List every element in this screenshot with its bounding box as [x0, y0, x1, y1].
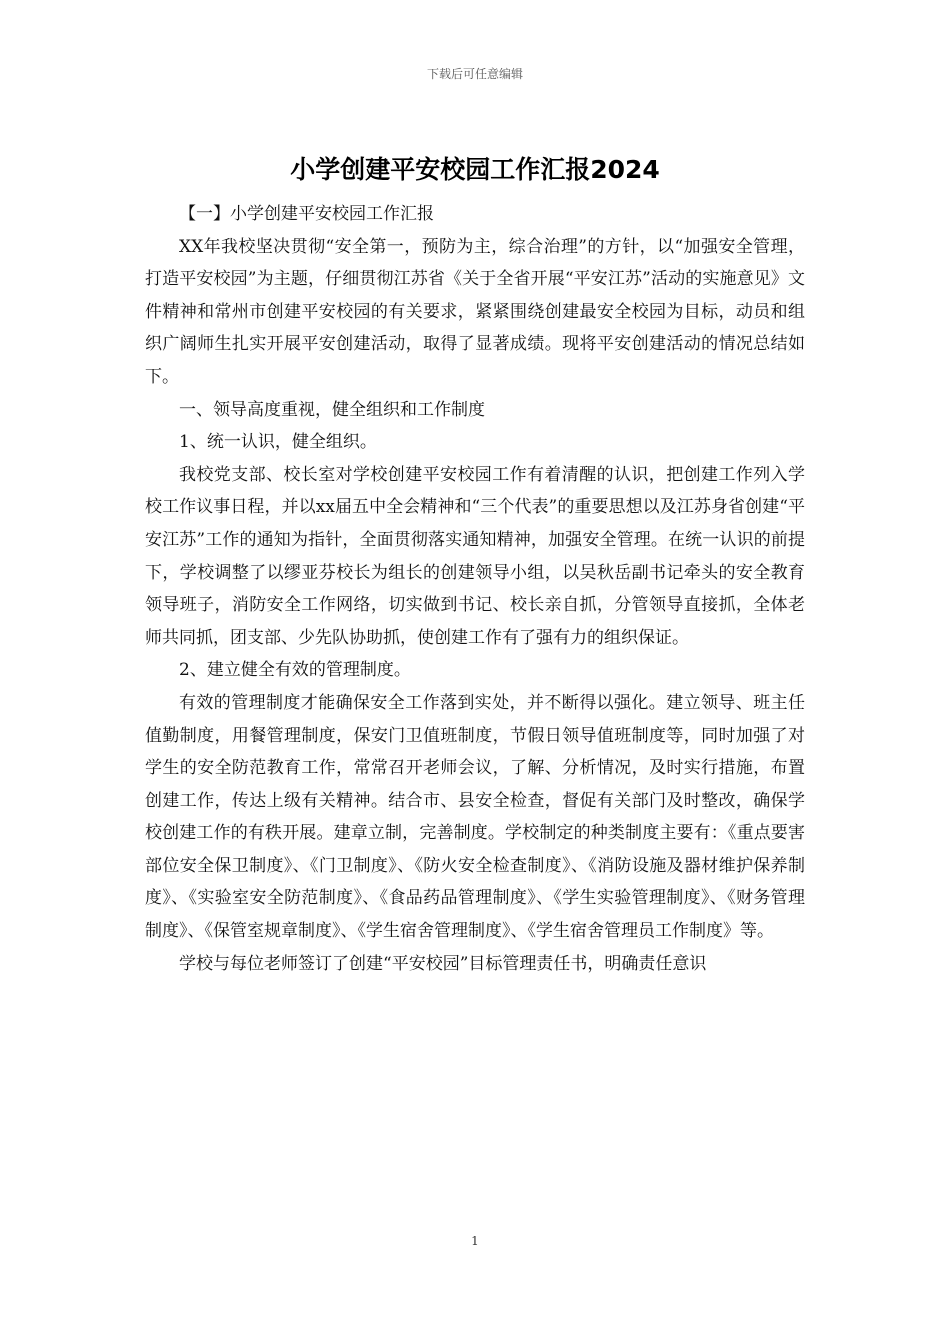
section-heading-leadership: 一、领导高度重视，健全组织和工作制度 — [179, 399, 485, 420]
paragraph-management-system: 有效的管理制度才能确保安全工作落到实处，并不断得以强化。建立领导、班主任值勤制度，用餐管理制度，保安门卫值班制度，节假日领导值班制度等，同时加强了对学生的安全防范教育工作，常常召开老师会议，了解、分析情况，及时实行措施，布置创建工作，传达上级有关精神。结合市、县安全检查，督促有关部门及时整改，确保学校创建工作的有秩开展。建章立制，完善制度。学校制定的种类制度主要有：《重点要害部位安全保卫制度》、《门卫制度》、《防火安全检查制度》、《消防设施及器材维护保养制度》、《实验室安全防范制度》、《食品药品管理制度》、《学生实验管理制度》、《财务管理制度》、《保管室规章制度》、《学生宿舍管理制度》、《学生宿舍管理员工作制度》等。 — [145, 692, 805, 942]
subheading-unify: 1、统一认识，健全组织。 — [179, 432, 377, 453]
document-title: 小学创建平安校园工作汇报2024 — [290, 155, 660, 184]
section-heading-one: 【一】小学创建平安校园工作汇报 — [179, 204, 434, 224]
paragraph-responsibility: 学校与每位老师签订了创建“平安校园”目标管理责任书，明确责任意识 — [179, 953, 707, 974]
header-note: 下载后可任意编辑 — [426, 67, 523, 81]
paragraph-intro: XX年我校坚决贯彻“安全第一，预防为主，综合治理”的方针，以“加强安全管理，打造平安校园”为主题，仔细贯彻江苏省《关于全省开展“平安江苏”活动的实施意见》文件精神和常州市创建平安校园的有关要求，紧紧围绕创建最安全校园为目标，动员和组织广阔师生扎实开展平安创建活动，取得了显著成绩。现将平安创建活动的情况总结如下。 — [145, 236, 805, 387]
subheading-management: 2、建立健全有效的管理制度。 — [179, 660, 411, 681]
paragraph-organization: 我校党支部、校长室对学校创建平安校园工作有着清醒的认识，把创建工作列入学校工作议事日程，并以xx届五中全会精神和“三个代表”的重要思想以及江苏身省创建“平安江苏”工作的通知为指针，全面贯彻落实通知精神，加强安全管理。在统一认识的前提下，学校调整了以缪亚芬校长为组长的创建领导小组，以吴秋岳副书记牵头的安全教育领导班子，消防安全工作网络，切实做到书记、校长亲自抓，分管领导直接抓，全体老师共同抓，团支部、少先队协助抓，使创建工作有了强有力的组织保证。 — [145, 464, 805, 648]
document-body — [145, 198, 805, 980]
page-number: 1 — [471, 1234, 479, 1248]
